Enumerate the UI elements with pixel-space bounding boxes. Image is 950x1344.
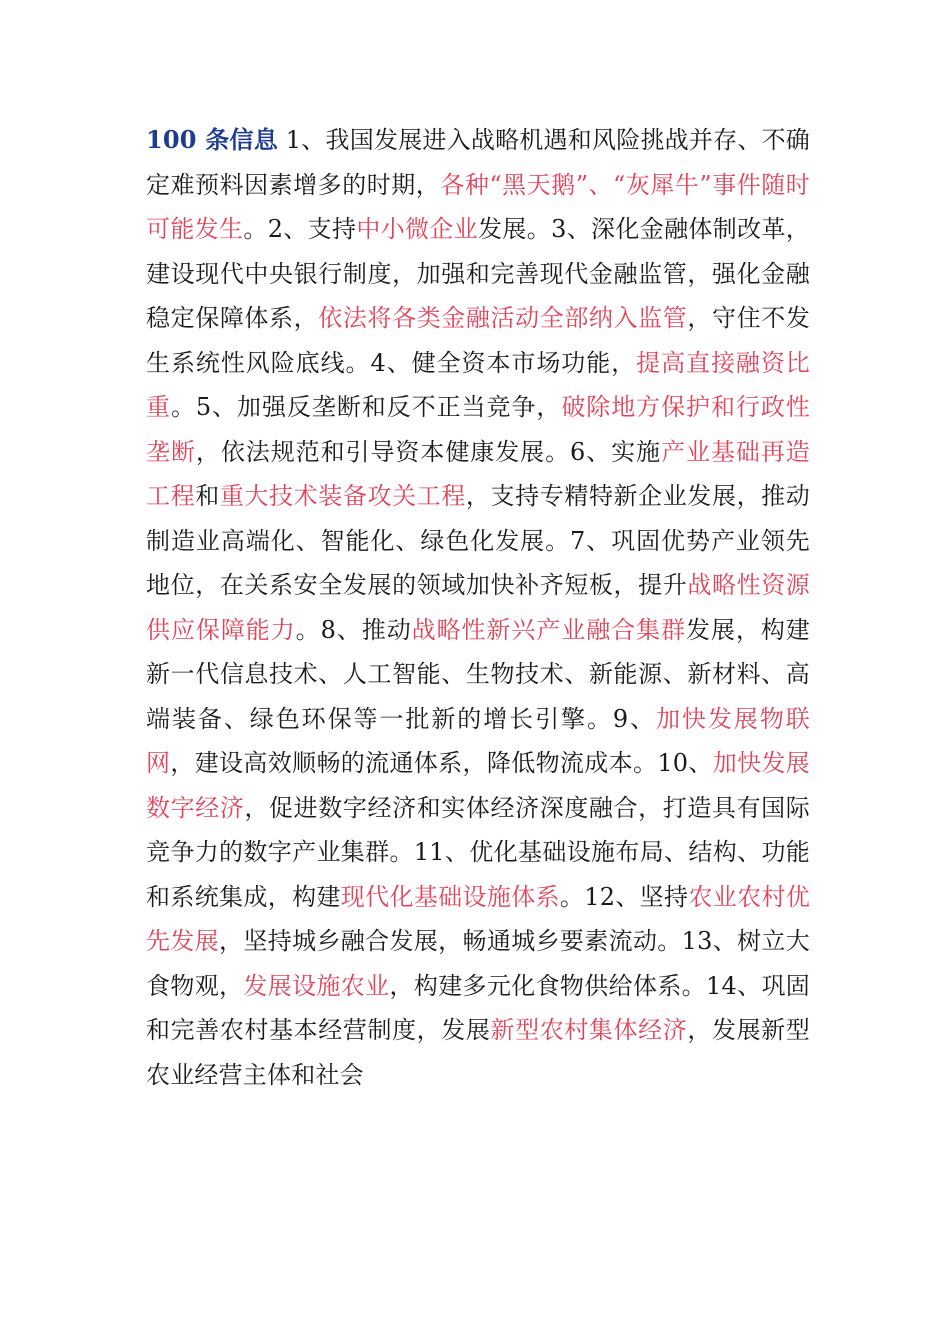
text-segment: 。12、坚持 [559, 882, 689, 911]
text-segment: ，促进数字经济和实体经济深度融合，打造具有国际竞争力的数字产业集群。11、优化基础设施布局、结构、功能和系统集成，构建 [146, 793, 810, 911]
highlighted-segment: 加快发展数字经济 [146, 749, 810, 822]
highlighted-segment: 中小微企业 [356, 215, 479, 243]
highlighted-segment: 依法将各类金融活动全部纳入监管 [318, 304, 688, 332]
text-segment: 。5、加强反垄断和反不正当竞争， [170, 393, 562, 421]
highlighted-segment: 新型农村集体经济 [490, 1016, 688, 1044]
text-segment: ，支持专精特新企业发展，推动制造业高端化、智能化、绿色化发展。7、巩固优势产业领先地位，在关系安全发展的领域加快补齐短板，提升 [146, 482, 810, 599]
text-segment: 。8、推动 [295, 615, 412, 644]
text-segment: ，依法规范和引导资本健康发展。6、实施 [195, 437, 662, 466]
text-segment: ，建设高效顺畅的流通体系，降低物流成本。10、 [170, 749, 713, 777]
text-segment: ，构建多元化食物供给体系。14、巩固和完善农村基本经营制度，发展 [146, 971, 811, 1044]
highlighted-segment: 破除地方保护和行政性垄断 [146, 393, 811, 466]
highlighted-segment: 加快发展物联网 [146, 704, 810, 777]
document-title: 100 条信息 [146, 125, 278, 154]
highlighted-segment: 现代化基础设施体系 [340, 882, 560, 911]
text-segment: ，发展新型农业经营主体和社会 [146, 1016, 810, 1089]
text-segment: ，守住不发生系统性风险底线。4、健全资本市场功能， [146, 304, 811, 377]
text-segment: 发展，构建新一代信息技术、人工智能、生物技术、新能源、新材料、高端装备、绿色环保等一批新的增长引擎。9、 [146, 615, 810, 733]
text-segment: 。2、支持 [243, 215, 357, 243]
highlighted-segment: 重大技术装备攻关工程 [219, 482, 466, 510]
text-segment: 发展。3、深化金融体制改革，建设现代中央银行制度，加强和完善现代金融监管，强化金融稳定保障体系， [146, 215, 810, 332]
text-segment: ，坚持城乡融合发展，畅通城乡要素流动。13、树立大食物观， [146, 927, 810, 1000]
body-paragraph [146, 118, 810, 1097]
highlighted-segment: 提高直接融资比重 [146, 348, 810, 421]
highlighted-segment: 农业农村优先发展 [146, 882, 810, 955]
text-segment: 1、我国发展进入战略机遇和风险挑战并存、不确定难预料因素增多的时期， [146, 126, 810, 199]
highlighted-segment: 发展设施农业 [243, 971, 390, 1000]
highlighted-segment: 战略性新兴产业融合集群 [411, 615, 687, 644]
highlighted-segment: 战略性资源供应保障能力 [146, 571, 811, 644]
text-segment: 和 [195, 482, 220, 510]
highlighted-segment: 各种“黑天鹅”、“灰犀牛”事件随时可能发生 [146, 170, 810, 243]
highlighted-segment: 产业基础再造工程 [146, 437, 810, 510]
